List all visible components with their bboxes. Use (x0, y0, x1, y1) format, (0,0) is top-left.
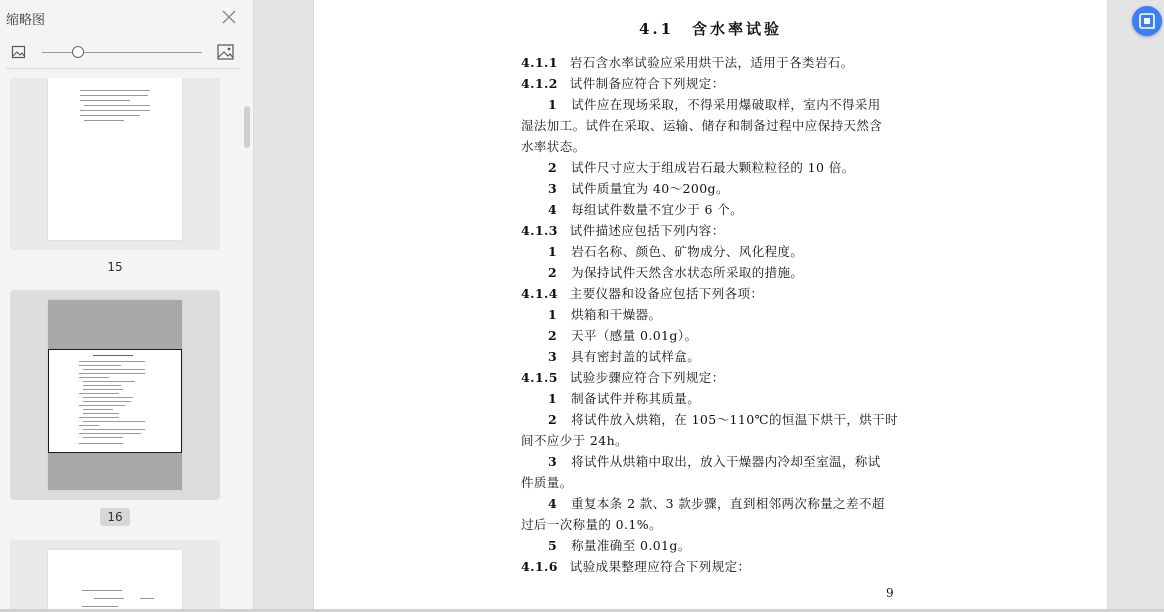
document-line (548, 242, 803, 260)
document-page (314, 0, 1107, 612)
item-text: 岩石名称、颜色、矿物成分、风化程度。 (571, 244, 804, 259)
item-text: 试件质量宜为 40～200g。 (571, 181, 729, 196)
item-text: 将试件从烘箱中取出，放入干燥器内冷却至室温，称试 (571, 454, 881, 469)
continuation-text: 湿法加工。试件在采取、运输、储存和制备过程中应保持天然含 (521, 118, 883, 133)
item-text: 制备试件并称其质量。 (571, 391, 701, 406)
clause-text: 试件描述应包括下列内容： (569, 223, 725, 238)
thumbnail-page-label: 15 (107, 260, 123, 274)
document-line (521, 515, 662, 533)
item-text: 将试件放入烘箱，在 105～110℃的恒温下烘干，烘干时 (571, 412, 898, 427)
fullscreen-icon (1132, 6, 1162, 36)
document-line (548, 326, 697, 344)
document-line (521, 368, 725, 386)
document-line (521, 431, 628, 449)
thumbnail-page-image (48, 550, 182, 612)
clause-text: 试验成果整理应符合下列规定： (569, 559, 751, 574)
item-text: 试件尺寸应大于组成岩石最大颗粒粒径的 10 倍。 (571, 160, 855, 175)
clause-number: 4.1.5 (521, 370, 558, 385)
document-line (548, 410, 898, 428)
document-line (521, 137, 586, 155)
thumbnail-page-image (48, 300, 182, 490)
document-line (521, 284, 763, 302)
visible-area-frame (48, 349, 182, 453)
item-number: 3 (548, 454, 558, 469)
item-number: 2 (548, 328, 558, 343)
thumbnail-sidebar (0, 0, 254, 612)
document-line (521, 74, 725, 92)
clause-number: 4.1.1 (521, 55, 558, 70)
document-line (548, 200, 743, 218)
document-line (548, 179, 729, 197)
item-text: 称量准确至 0.01g。 (571, 538, 691, 553)
item-number: 1 (548, 244, 558, 259)
sidebar-header (0, 0, 253, 36)
document-line (521, 473, 573, 491)
image-small-icon[interactable] (10, 44, 28, 60)
item-text: 具有密封盖的试样盒。 (571, 349, 701, 364)
thumbnail-card[interactable] (10, 540, 220, 612)
fullscreen-button[interactable] (1132, 6, 1162, 36)
document-line (548, 263, 803, 281)
document-line (548, 536, 691, 554)
document-line (548, 389, 700, 407)
document-line (548, 452, 881, 470)
document-line (548, 95, 881, 113)
thumbnail-page-image (48, 78, 182, 240)
clause-text: 试件制备应符合下列规定： (569, 76, 725, 91)
item-text: 重复本条 2 款、3 款步骤，直到相邻两次称量之差不超 (571, 496, 885, 511)
clause-number: 4.1.4 (521, 286, 558, 301)
section-title: 4.1 含水率试验 (638, 20, 783, 38)
document-line (548, 347, 700, 365)
item-number: 1 (548, 391, 558, 406)
clause-number: 4.1.3 (521, 223, 558, 238)
continuation-text: 过后一次称量的 0.1%。 (521, 517, 662, 532)
item-number: 2 (548, 412, 558, 427)
item-number: 2 (548, 265, 558, 280)
continuation-text: 间不应少于 24h。 (521, 433, 628, 448)
sidebar-divider (6, 68, 241, 69)
thumbnail-card[interactable] (10, 78, 220, 250)
item-number: 1 (548, 307, 558, 322)
item-text: 为保持试件天然含水状态所采取的措施。 (571, 265, 804, 280)
document-line (521, 557, 750, 575)
sidebar-scrollbar[interactable] (244, 106, 250, 148)
thumbnail-card-selected[interactable] (10, 290, 220, 500)
item-number: 4 (548, 202, 558, 217)
document-line (548, 494, 885, 512)
thumbnail-page-label: 16 (100, 508, 130, 526)
sidebar-title: 缩略图 (6, 13, 46, 28)
clause-text: 岩石含水率试验应采用烘干法，适用于各类岩石。 (569, 55, 854, 70)
continuation-text: 水率状态。 (521, 139, 586, 154)
item-number: 3 (548, 349, 558, 364)
item-number: 2 (548, 160, 558, 175)
item-number: 1 (548, 97, 558, 112)
clause-number: 4.1.6 (521, 559, 558, 574)
image-large-icon[interactable] (216, 43, 236, 61)
document-line (548, 305, 661, 323)
continuation-text: 件质量。 (521, 475, 573, 490)
page-number: 9 (886, 586, 894, 600)
slider-knob[interactable] (72, 46, 84, 58)
item-number: 3 (548, 181, 558, 196)
clause-number: 4.1.2 (521, 76, 558, 91)
item-text: 烘箱和干燥器。 (571, 307, 662, 322)
clause-text: 主要仪器和设备应包括下列各项： (569, 286, 764, 301)
thumbnail-size-slider[interactable] (42, 52, 202, 53)
item-text: 试件应在现场采取，不得采用爆破取样，室内不得采用 (571, 97, 881, 112)
close-icon[interactable] (220, 8, 238, 26)
item-number: 4 (548, 496, 558, 511)
document-line (521, 221, 725, 239)
item-number: 5 (548, 538, 558, 553)
thumbnail-list[interactable] (0, 78, 241, 612)
item-text: 天平（感量 0.01g）。 (571, 328, 698, 343)
clause-text: 试验步骤应符合下列规定： (569, 370, 725, 385)
item-text: 每组试件数量不宜少于 6 个。 (571, 202, 744, 217)
document-line (548, 158, 855, 176)
thumbnail-zoom-toolbar (0, 38, 253, 68)
document-line (521, 116, 882, 134)
document-line (521, 53, 854, 71)
